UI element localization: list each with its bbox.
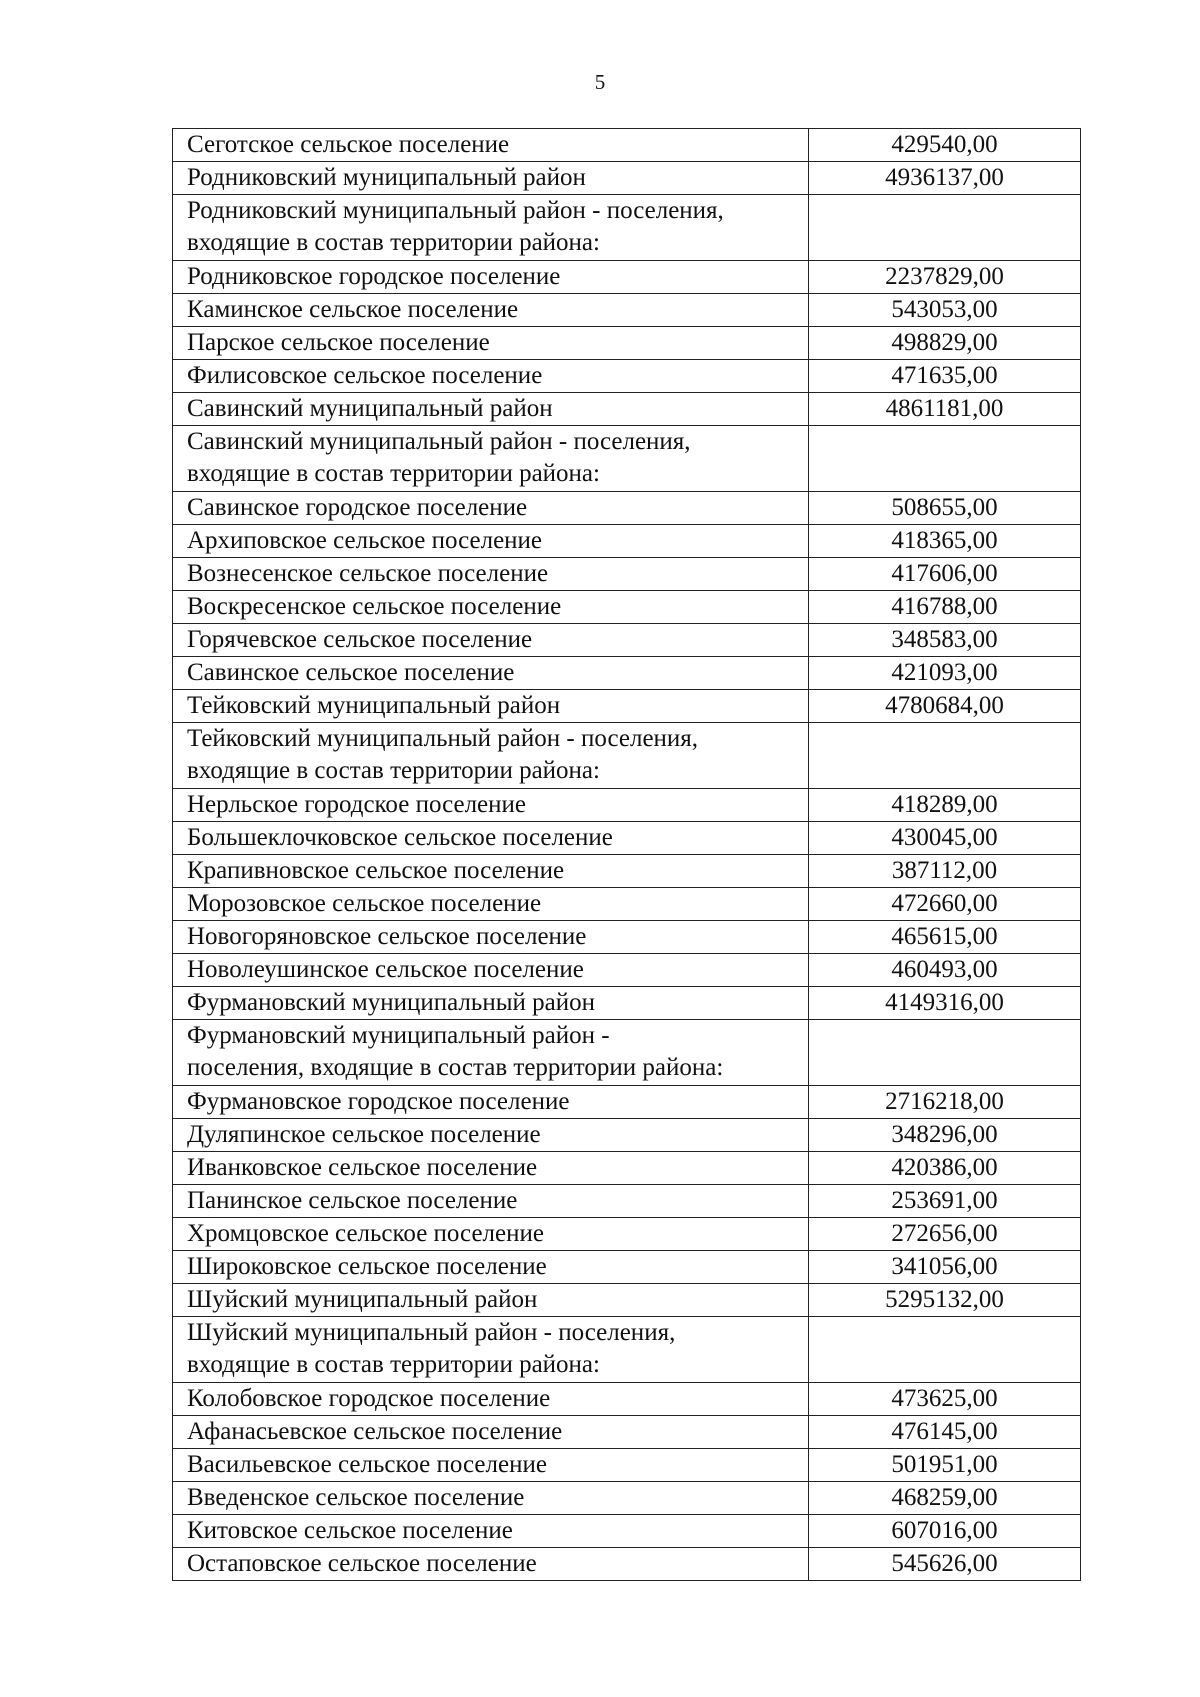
amount-cell: 387112,00 (809, 855, 1081, 888)
municipality-name-cell: Фурмановское городское поселение (173, 1086, 809, 1119)
amount-cell: 418365,00 (809, 525, 1081, 558)
amount-cell: 5295132,00 (809, 1284, 1081, 1317)
municipality-name-cell: Широковское сельское поселение (173, 1251, 809, 1284)
table-row (173, 294, 1081, 327)
table-row (173, 624, 1081, 657)
table-row (173, 1482, 1081, 1515)
amount-cell: 471635,00 (809, 360, 1081, 393)
amount-cell (809, 195, 1081, 261)
page-number: 5 (594, 70, 606, 94)
table-row (173, 1152, 1081, 1185)
municipality-name-cell: Большеклочковское сельское поселение (173, 822, 809, 855)
municipality-name-cell: Дуляпинское сельское поселение (173, 1119, 809, 1152)
amount-cell: 420386,00 (809, 1152, 1081, 1185)
municipality-name-cell: Васильевское сельское поселение (173, 1449, 809, 1482)
table-row (173, 558, 1081, 591)
amount-cell: 348583,00 (809, 624, 1081, 657)
table-row (173, 888, 1081, 921)
amount-cell: 498829,00 (809, 327, 1081, 360)
municipality-name-cell: Остаповское сельское поселение (173, 1548, 809, 1581)
municipality-name-cell (173, 1317, 809, 1383)
table-row (173, 1086, 1081, 1119)
municipality-name-cell: Морозовское сельское поселение (173, 888, 809, 921)
amount-cell: 430045,00 (809, 822, 1081, 855)
amount-cell: 348296,00 (809, 1119, 1081, 1152)
municipality-name-line: входящие в состав территории района: (187, 757, 600, 784)
table-row (173, 987, 1081, 1020)
amount-cell: 465615,00 (809, 921, 1081, 954)
table-row (173, 261, 1081, 294)
table-row (173, 822, 1081, 855)
table-row (173, 1185, 1081, 1218)
table-row (173, 1449, 1081, 1482)
amount-cell (809, 1317, 1081, 1383)
amount-cell: 460493,00 (809, 954, 1081, 987)
amount-cell: 4936137,00 (809, 162, 1081, 195)
municipality-name-line: Шуйский муниципальный район - поселения, (187, 1319, 676, 1346)
table-row (173, 954, 1081, 987)
amount-cell: 473625,00 (809, 1383, 1081, 1416)
table-row (173, 657, 1081, 690)
table-row (173, 525, 1081, 558)
table-row (173, 1548, 1081, 1581)
amount-cell: 468259,00 (809, 1482, 1081, 1515)
municipality-name-cell (173, 195, 809, 261)
table-row (173, 1119, 1081, 1152)
table-row (173, 129, 1081, 162)
table-row (173, 492, 1081, 525)
municipality-name-cell (173, 723, 809, 789)
amount-cell: 253691,00 (809, 1185, 1081, 1218)
municipality-name-cell: Вознесенское сельское поселение (173, 558, 809, 591)
amount-cell: 2716218,00 (809, 1086, 1081, 1119)
amount-cell: 543053,00 (809, 294, 1081, 327)
amount-cell: 429540,00 (809, 129, 1081, 162)
municipality-name-cell: Нерльское городское поселение (173, 789, 809, 822)
municipality-name-line: Савинский муниципальный район - поселения, (187, 428, 691, 455)
table-row (173, 1317, 1081, 1383)
amount-cell: 4149316,00 (809, 987, 1081, 1020)
table-row (173, 690, 1081, 723)
amount-cell: 4780684,00 (809, 690, 1081, 723)
municipality-name-line: Тейковский муниципальный район - поселения, (187, 725, 699, 752)
municipality-name-line: входящие в состав территории района: (187, 1351, 600, 1378)
table-row (173, 195, 1081, 261)
municipality-name-cell: Введенское сельское поселение (173, 1482, 809, 1515)
table-row (173, 789, 1081, 822)
municipality-name-cell (173, 1020, 809, 1086)
table-row (173, 921, 1081, 954)
table-row (173, 1383, 1081, 1416)
municipality-name-cell: Парское сельское поселение (173, 327, 809, 360)
amount-cell: 545626,00 (809, 1548, 1081, 1581)
amount-cell (809, 723, 1081, 789)
municipality-name-cell: Афанасьевское сельское поселение (173, 1416, 809, 1449)
amount-cell: 421093,00 (809, 657, 1081, 690)
municipality-name-cell: Панинское сельское поселение (173, 1185, 809, 1218)
municipality-name-cell: Тейковский муниципальный район (173, 690, 809, 723)
table-row (173, 1218, 1081, 1251)
municipality-name-cell: Савинское сельское поселение (173, 657, 809, 690)
municipality-name-cell: Иванковское сельское поселение (173, 1152, 809, 1185)
municipality-name-cell: Воскресенское сельское поселение (173, 591, 809, 624)
table-row (173, 327, 1081, 360)
table-row (173, 426, 1081, 492)
amount-cell: 476145,00 (809, 1416, 1081, 1449)
table-row (173, 1251, 1081, 1284)
municipality-name-cell: Архиповское сельское поселение (173, 525, 809, 558)
table-row (173, 723, 1081, 789)
municipality-name-cell: Новогоряновское сельское поселение (173, 921, 809, 954)
amount-cell: 607016,00 (809, 1515, 1081, 1548)
amount-cell: 501951,00 (809, 1449, 1081, 1482)
municipality-name-cell (173, 426, 809, 492)
amount-cell: 4861181,00 (809, 393, 1081, 426)
municipality-name-cell: Каминское сельское поселение (173, 294, 809, 327)
table-row (173, 1020, 1081, 1086)
municipality-name-cell: Фурмановский муниципальный район (173, 987, 809, 1020)
amount-cell: 417606,00 (809, 558, 1081, 591)
table-body (173, 129, 1081, 1581)
amount-cell: 2237829,00 (809, 261, 1081, 294)
municipality-name-cell: Савинский муниципальный район (173, 393, 809, 426)
allocation-table (172, 128, 1081, 1581)
municipality-name-cell: Филисовское сельское поселение (173, 360, 809, 393)
amount-cell: 418289,00 (809, 789, 1081, 822)
municipality-name-cell: Новолеушинское сельское поселение (173, 954, 809, 987)
table-row (173, 1515, 1081, 1548)
amount-cell: 508655,00 (809, 492, 1081, 525)
amount-cell (809, 1020, 1081, 1086)
municipality-name-cell: Сеготское сельское поселение (173, 129, 809, 162)
municipality-name-cell: Колобовское городское поселение (173, 1383, 809, 1416)
municipality-name-cell: Хромцовское сельское поселение (173, 1218, 809, 1251)
table-row (173, 1416, 1081, 1449)
amount-cell (809, 426, 1081, 492)
table-row (173, 1284, 1081, 1317)
municipality-name-line: поселения, входящие в состав территории района: (187, 1054, 724, 1081)
municipality-name-cell: Китовское сельское поселение (173, 1515, 809, 1548)
municipality-name-line: Фурмановский муниципальный район - (187, 1022, 610, 1049)
municipality-name-line: входящие в состав территории района: (187, 229, 600, 256)
amount-cell: 272656,00 (809, 1218, 1081, 1251)
table-row (173, 360, 1081, 393)
municipality-name-cell: Родниковское городское поселение (173, 261, 809, 294)
amount-cell: 472660,00 (809, 888, 1081, 921)
amount-cell: 341056,00 (809, 1251, 1081, 1284)
municipality-name-cell: Шуйский муниципальный район (173, 1284, 809, 1317)
table-row (173, 162, 1081, 195)
municipality-name-cell: Родниковский муниципальный район (173, 162, 809, 195)
municipality-name-cell: Горячевское сельское поселение (173, 624, 809, 657)
municipality-name-cell: Савинское городское поселение (173, 492, 809, 525)
table-row (173, 591, 1081, 624)
table-row (173, 393, 1081, 426)
table-row (173, 855, 1081, 888)
municipality-name-line: Родниковский муниципальный район - поселения, (187, 197, 724, 224)
amount-cell: 416788,00 (809, 591, 1081, 624)
municipality-name-cell: Крапивновское сельское поселение (173, 855, 809, 888)
municipality-name-line: входящие в состав территории района: (187, 460, 600, 487)
